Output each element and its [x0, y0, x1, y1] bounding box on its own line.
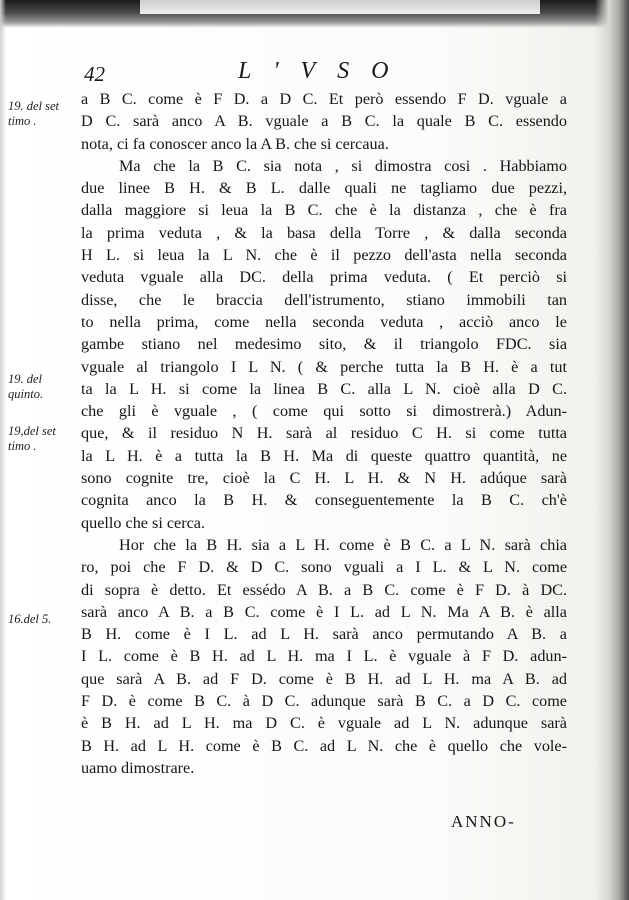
text-line: F D. è come B C. à D C. adunque sarà B C. a D C. come	[81, 692, 567, 711]
margin-note	[8, 99, 82, 129]
margin-note-line: quinto.	[8, 387, 44, 401]
margin-note-line: timo .	[8, 439, 37, 453]
margin-note-line: 16.del 5.	[8, 612, 52, 626]
text-line: la prima veduta , & la basa della Torre , & dalla seconda	[81, 223, 567, 242]
margin-note	[8, 424, 82, 454]
book-gutter-shadow	[595, 0, 629, 900]
margin-note-line: 19. del	[8, 372, 43, 386]
text-line: a B C. come è F D. a D C. Et però essendo F D. vguale a	[81, 90, 567, 108]
text-line: Ma che la B C. sia nota , si dimostra cosi . Habbiamo	[119, 156, 567, 175]
text-line: H L. si leua la L N. che è il pezzo dell'asta nella seconda	[81, 246, 567, 265]
text-line: sono cognite tre, cioè la C H. L H. & N H. adúque sarà	[81, 469, 567, 488]
text-line: B H. come è I L. ad L H. sarà anco permutando A B. a	[81, 625, 567, 644]
text-line: disse, che le braccia dell'istrumento, stiano immobili tan	[81, 290, 567, 309]
text-line: nota, ci fa conoscer anco la A B. che si cercaua.	[81, 134, 389, 153]
text-line: to nella prima, come nella seconda veduta , acciò anco le	[81, 312, 567, 331]
text-line: sarà anco A B. a B C. come è I L. ad L N. Ma A B. è alla	[81, 602, 567, 621]
text-line: che gli è vguale , ( come qui sotto si dimostrerà.) Adun-	[81, 402, 567, 421]
text-line: que, & il residuo N H. sarà al residuo C H. si come tutta	[81, 424, 567, 443]
text-line: di sopra è detto. Et essédo A B. a B C. come è F D. à DC.	[81, 580, 567, 599]
body-text	[81, 88, 567, 779]
running-head: L'VSO	[238, 58, 411, 84]
text-line: dalla maggiore si leua la B C. che è la distanza , che è fra	[81, 201, 567, 220]
text-line: D C. sarà anco A B. vguale a B C. la quale B C. essendo	[81, 112, 567, 131]
text-line: ro, poi che F D. & D C. sono vguali a I L. & L N. come	[81, 558, 567, 577]
text-line: due linee B H. & B L. dalle quali ne tagliamo due pezzi,	[81, 179, 567, 198]
scan-top-light	[140, 0, 540, 14]
margin-note-line: 19,del set	[8, 424, 56, 438]
text-line: veduta vguale alla DC. della prima veduta. ( Et perciò si	[81, 268, 567, 287]
page-number: 42	[84, 62, 105, 86]
text-line: è B H. ad L H. ma D C. è vguale ad L N. adunque sarà	[81, 714, 567, 733]
text-line: ta la L H. si come la linea B C. alla L N. cioè alla D C.	[81, 379, 567, 398]
text-line: que sarà A B. ad F D. come è B H. ad L H. ma A B. ad	[81, 669, 567, 688]
margin-note-line: 19. del set	[8, 99, 60, 113]
catchword: ANNO-	[451, 812, 516, 831]
text-line: la L H. è a tutta la B H. Ma di queste quattro quantità, ne	[81, 446, 567, 465]
text-line: cognita anco la B H. & conseguentemente la B C. ch'è	[81, 491, 567, 510]
text-line: quello che si cerca.	[81, 513, 206, 532]
text-line: Hor che la B H. sia a L H. come è B C. a L N. sarà chia	[119, 535, 567, 554]
margin-note-line: timo .	[8, 114, 37, 128]
text-line: I L. come è B H. ad L H. ma I L. è vguale à F D. adun-	[81, 647, 567, 666]
text-line: gambe stiano nel medesimo sito, & il triangolo FDC. sia	[81, 335, 567, 354]
scan-left-edge	[0, 0, 6, 900]
text-line: vguale al triangolo I L N. ( & perche tutta la B H. è a tut	[81, 357, 567, 376]
text-line: uamo dimostrare.	[81, 758, 195, 777]
margin-note	[8, 612, 82, 627]
margin-note	[8, 372, 82, 402]
text-line: B H. ad L H. come è B C. ad L N. che è quello che vole-	[81, 736, 567, 755]
